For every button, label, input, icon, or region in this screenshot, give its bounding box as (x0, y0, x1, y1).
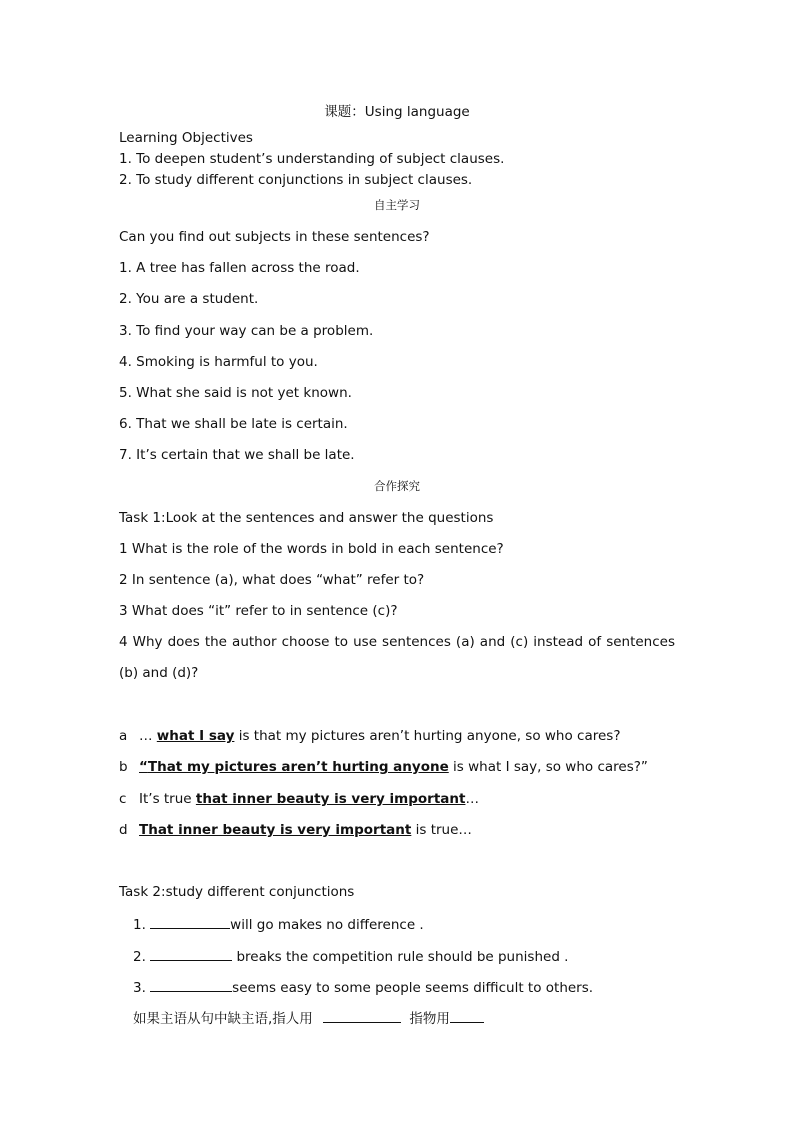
example-sentence-b (119, 758, 648, 776)
example-bold-clause: That inner beauty is very important (139, 822, 412, 838)
cooperative-heading: 合作探究 (374, 479, 420, 493)
section1-question: Can you find out subjects in these sentences? (119, 229, 430, 245)
example-letter: b (119, 759, 128, 775)
page-title: 课题：Using language (324, 104, 470, 120)
item-text: seems easy to some people seems difficult to others. (232, 980, 594, 996)
task1-question: 1 What is the role of the words in bold in each sentence? (119, 541, 504, 557)
answer-blank[interactable] (450, 1008, 484, 1023)
sentence-item: 4. Smoking is harmful to you. (119, 354, 318, 370)
example-letter: a (119, 728, 128, 744)
example-letter: c (119, 791, 127, 807)
example-bold-clause: that inner beauty is very important (195, 791, 466, 807)
sentence-item: 3. To find your way can be a problem. (119, 323, 374, 339)
example-sentence-a (119, 727, 620, 745)
rule-text: 指物用 (409, 1011, 450, 1027)
objective-item: 2. To study different conjunctions in subject clauses. (119, 172, 473, 188)
example-sentence-c (119, 790, 479, 808)
self-study-heading: 自主学习 (374, 198, 420, 212)
example-pre: It’s true (139, 791, 196, 807)
item-number: 2. (133, 949, 151, 965)
example-post: … (465, 791, 479, 807)
task2-rule (133, 1008, 484, 1028)
objectives-heading: Learning Objectives (119, 130, 253, 146)
example-post: is what I say, so who cares?” (448, 759, 648, 775)
example-bold-clause: what I say (156, 728, 235, 744)
sentence-item: 5. What she said is not yet known. (119, 385, 352, 401)
example-post: is true… (411, 822, 472, 838)
item-text: breaks the competition rule should be punished . (232, 949, 569, 965)
example-post: is that my pictures aren’t hurting anyone, so who cares? (234, 728, 621, 744)
task2-item (133, 977, 593, 997)
answer-blank[interactable] (150, 946, 232, 961)
example-bold-clause: “That my pictures aren’t hurting anyone (139, 759, 449, 775)
item-number: 3. (133, 980, 151, 996)
task2-title: Task 2:study different conjunctions (119, 884, 355, 900)
rule-text: 如果主语从句中缺主语,指人用 (133, 1011, 313, 1027)
sentence-item: 6. That we shall be late is certain. (119, 416, 348, 432)
example-letter: d (119, 822, 128, 838)
task2-item (133, 914, 424, 934)
objective-item: 1. To deepen student’s understanding of subject clauses. (119, 151, 505, 167)
answer-blank[interactable] (150, 914, 230, 929)
sentence-item: 7. It’s certain that we shall be late. (119, 447, 355, 463)
task2-item (133, 946, 568, 966)
example-pre: … (139, 728, 157, 744)
answer-blank[interactable] (323, 1008, 401, 1023)
sentence-item: 1. A tree has fallen across the road. (119, 260, 360, 276)
task1-title: Task 1:Look at the sentences and answer the questions (119, 510, 494, 526)
example-sentence-d (119, 821, 472, 839)
answer-blank[interactable] (150, 977, 232, 992)
task1-question: 4 Why does the author choose to use sentences (a) and (c) instead of sentences (b) and (d)? (119, 634, 675, 681)
sentence-item: 2. You are a student. (119, 291, 259, 307)
task1-question: 3 What does “it” refer to in sentence (c)? (119, 603, 398, 619)
item-number: 1. (133, 917, 151, 933)
item-text: will go makes no difference . (230, 917, 424, 933)
task1-question: 2 In sentence (a), what does “what” refer to? (119, 572, 425, 588)
